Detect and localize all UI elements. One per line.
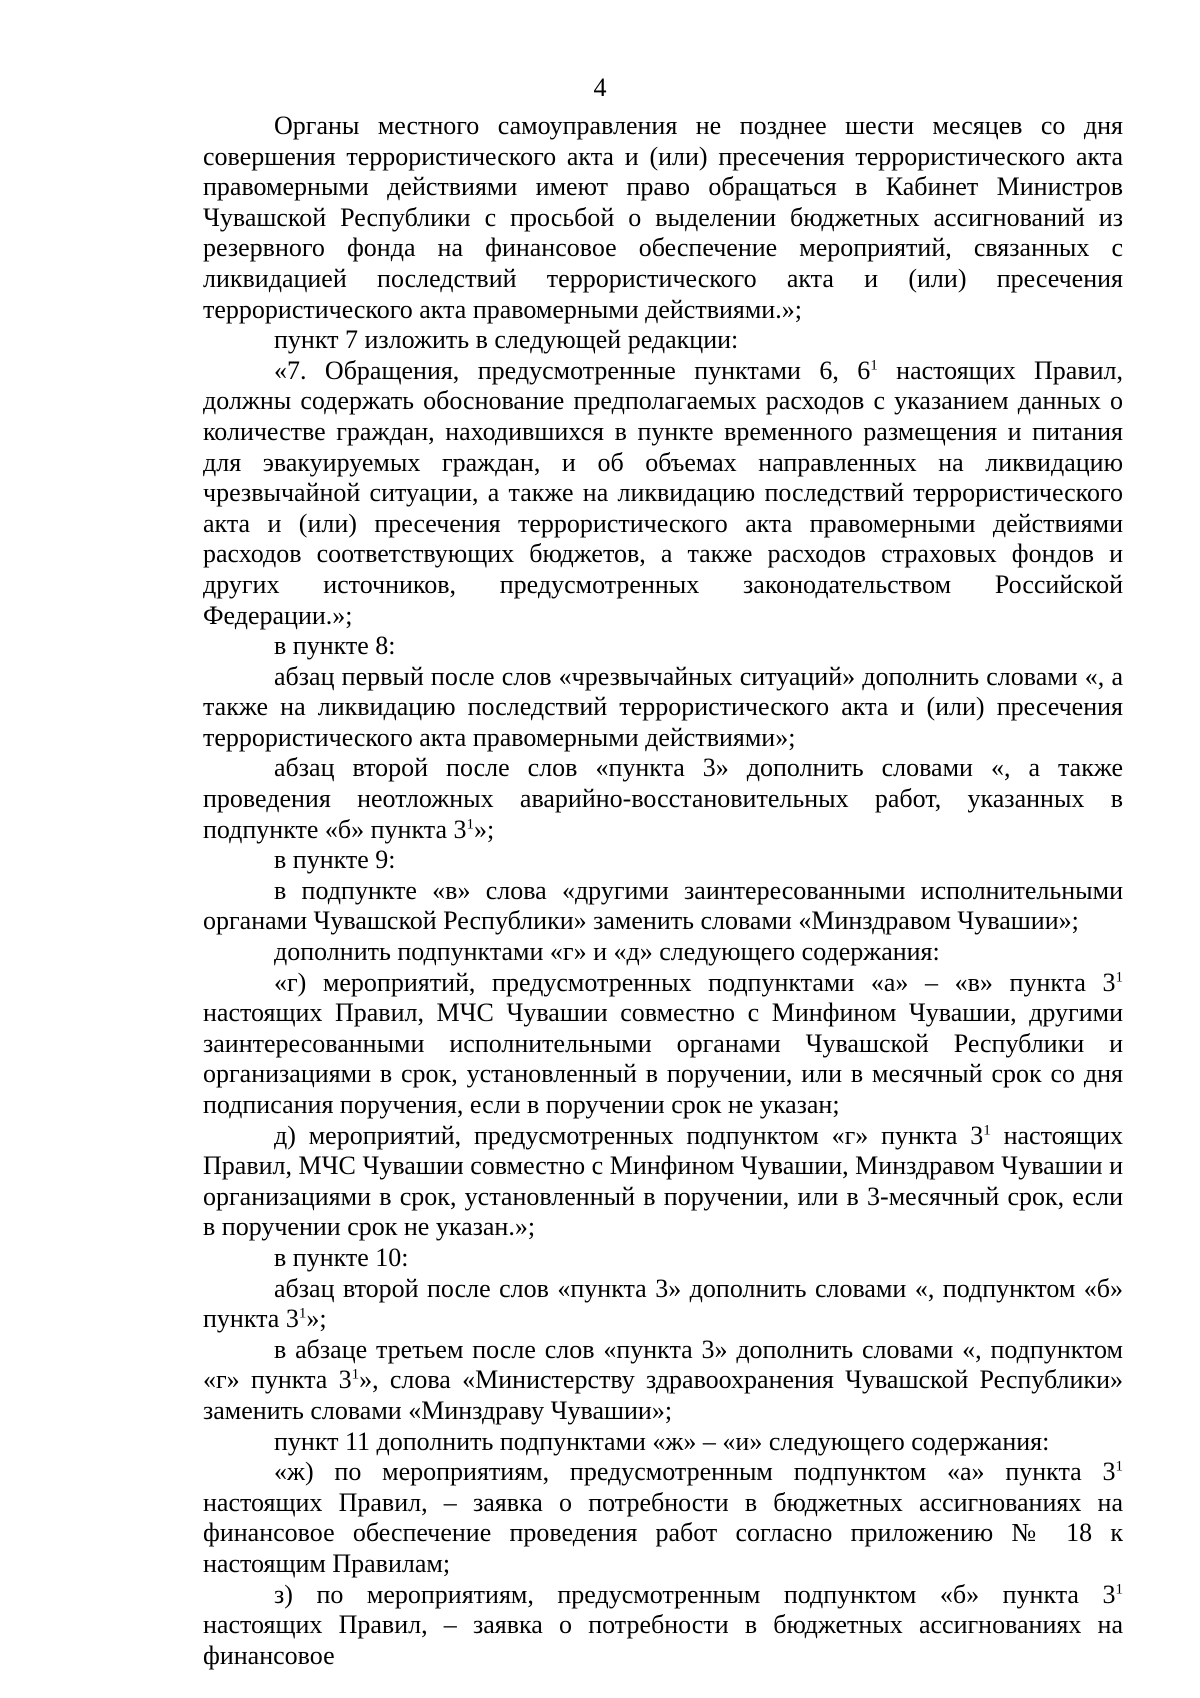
paragraph xyxy=(203,631,1123,662)
text-run: абзац второй после слов «пункта 3» дополнить словами «, а также проведения неотложных аварийно-восстановительных работ, указанных в подпункте «б» пункта 3 xyxy=(203,753,1123,844)
text-run: настоящих Правил, МЧС Чувашии совместно с Минфином Чувашии, Минздравом Чувашии и организациями в срок, установленный в поручении, или в 3-месячный срок, если в поручении срок не указан.»; xyxy=(203,1120,1123,1242)
superscript: 1 xyxy=(1115,968,1123,985)
paragraph xyxy=(203,1457,1123,1579)
text-run: абзац второй после слов «пункта 3» дополнить словами «, подпунктом «б» пункта 3 xyxy=(203,1273,1123,1334)
paragraph xyxy=(203,1121,1123,1243)
paragraph xyxy=(203,1427,1123,1458)
text-run: пункт 7 изложить в следующей редакции: xyxy=(274,325,739,355)
paragraph xyxy=(203,1335,1123,1427)
superscript: 1 xyxy=(1115,1458,1123,1475)
document-body xyxy=(203,111,1123,1671)
text-run: абзац первый после слов «чрезвычайных ситуаций» дополнить словами «, а также на ликвидацию последствий террористического акта и (или) пресечения террористического акта правомерными действиями»; xyxy=(203,661,1123,752)
paragraph xyxy=(203,845,1123,876)
superscript: 1 xyxy=(298,1305,307,1322)
paragraph xyxy=(203,753,1123,845)
text-run: «ж) по мероприятиям, предусмотренным подпунктом «а» пункта 3 xyxy=(274,1457,1116,1487)
text-run: в пункте 8: xyxy=(274,631,396,661)
paragraph xyxy=(203,968,1123,1121)
text-run: »; xyxy=(473,814,495,844)
page-number: 4 xyxy=(593,73,607,102)
text-run: настоящих Правил, должны содержать обоснование предполагаемых расходов с указанием данных о количестве граждан, находившихся в пункте временного размещения и питания для эвакуируемых граждан, и об объемах направленных на ликвидацию чрезвычайной ситуации, а также на ликвидацию последствий террористического акта и (или) пресечения террористического акта правомерными действиями расходов соответствующих бюджетов, а также расходов страховых фондов и других источников, предусмотренных законодательством Российской Федерации.»; xyxy=(203,355,1123,630)
text-run: з) по мероприятиям, предусмотренным подпунктом «б» пункта 3 xyxy=(274,1579,1116,1609)
text-run: д) мероприятий, предусмотренных подпунктом «г» пункта 3 xyxy=(274,1120,984,1150)
paragraph xyxy=(203,325,1123,356)
text-run: настоящих Правил, – заявка о потребности в бюджетных ассигнованиях на финансовое xyxy=(203,1610,1123,1670)
paragraph xyxy=(203,1243,1123,1274)
text-run: «7. Обращения, предусмотренные пунктами 6, 6 xyxy=(274,355,871,385)
paragraph xyxy=(203,876,1123,937)
text-run: настоящих Правил, МЧС Чувашии совместно с Минфином Чувашии, другими заинтересованными исполнительными органами Чувашской Республики и организациями в срок, установленный в поручении, или в месячный срок со дня подписания поручения, если в поручении срок не указан; xyxy=(203,998,1123,1119)
text-run: в подпункте «в» слова «другими заинтересованными исполнительными органами Чувашской Республики» заменить словами «Минздравом Чувашии»; xyxy=(203,875,1123,936)
text-run: дополнить подпунктами «г» и «д» следующего содержания: xyxy=(274,937,940,967)
text-run: в пункте 9: xyxy=(274,845,396,875)
superscript: 1 xyxy=(466,816,474,832)
superscript: 1 xyxy=(351,1366,360,1383)
paragraph xyxy=(203,111,1123,325)
paragraph xyxy=(203,1580,1123,1672)
superscript: 1 xyxy=(983,1121,991,1138)
superscript: 1 xyxy=(1115,1580,1123,1597)
text-run: », слова «Министерству здравоохранения Чувашской Республики» заменить словами «Минздраву Чувашии»; xyxy=(203,1365,1123,1425)
paragraph xyxy=(203,1274,1123,1335)
text-run: в пункте 10: xyxy=(274,1242,409,1272)
text-run: »; xyxy=(306,1304,327,1334)
text-run: «г) мероприятий, предусмотренных подпунктами «а» – «в» пункта 3 xyxy=(274,967,1116,997)
text-run: пункт 11 дополнить подпунктами «ж» – «и» следующего содержания: xyxy=(274,1426,1050,1456)
superscript: 1 xyxy=(870,357,878,374)
paragraph xyxy=(203,356,1123,631)
text-run: в абзаце третьем после слов «пункта 3» дополнить словами «, подпунктом «г» пункта 3 xyxy=(203,1334,1123,1395)
paragraph xyxy=(203,662,1123,754)
text-run: Органы местного самоуправления не позднее шести месяцев со дня совершения террористического акта и (или) пресечения террористического акта правомерными действиями имеют право обращаться в Кабинет Министров Чувашской Республики с просьбой о выделении бюджетных ассигнований из резервного фонда на финансовое обеспечение мероприятий, связанных с ликвидацией последствий террористического акта и (или) пресечения террористического акта правомерными действиями.»; xyxy=(203,111,1123,324)
paragraph xyxy=(203,937,1123,968)
text-run: настоящих Правил, – заявка о потребности в бюджетных ассигнованиях на финансовое обеспечение проведения работ согласно приложению № 18 к настоящим Правилам; xyxy=(203,1487,1123,1578)
